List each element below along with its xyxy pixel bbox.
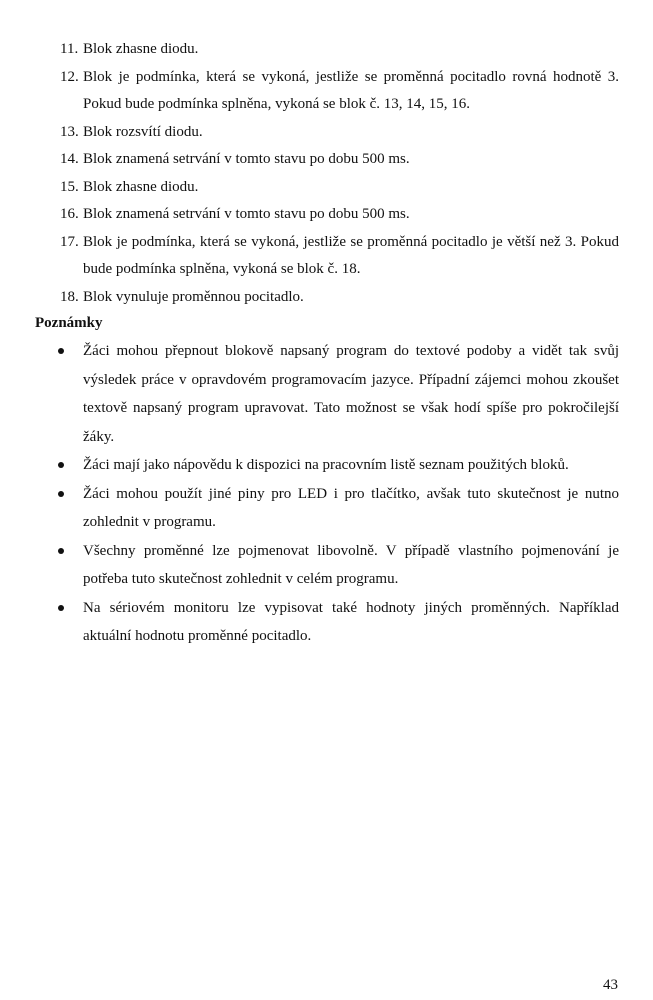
bullet-icon <box>58 491 64 497</box>
notes-list <box>0 337 653 651</box>
step-number: 12. <box>60 68 79 85</box>
note-text: Na sériovém monitoru lze vypisovat také hodnoty jiných proměnných. Například aktuální hodnotu proměnné pocitadlo. <box>83 599 619 644</box>
bullet-icon <box>58 605 64 611</box>
step-item <box>0 284 653 312</box>
step-number: 11. <box>60 41 79 57</box>
note-item <box>0 480 653 537</box>
step-item <box>0 229 653 284</box>
step-text: Blok je podmínka, která se vykoná, jestliže se proměnná pocitadlo je větší než 3. Pokud bude podmínka splněna, vykoná se blok č. 18. <box>83 233 619 277</box>
step-item <box>0 119 653 147</box>
steps-list <box>0 36 653 311</box>
step-text: Blok rozsvítí diodu. <box>83 123 203 140</box>
step-text: Blok znamená setrvání v tomto stavu po dobu 500 ms. <box>83 206 410 222</box>
step-item <box>0 64 653 119</box>
note-item <box>0 537 653 594</box>
step-number: 13. <box>60 123 79 140</box>
step-number: 16. <box>60 206 79 222</box>
note-item <box>0 594 653 651</box>
step-item <box>0 201 653 229</box>
bullet-icon <box>58 548 64 554</box>
step-text: Blok znamená setrvání v tomto stavu po dobu 500 ms. <box>83 151 410 167</box>
step-item <box>0 146 653 174</box>
step-item <box>0 174 653 202</box>
step-number: 18. <box>60 288 79 305</box>
step-number: 14. <box>60 151 79 167</box>
bullet-icon <box>58 462 64 468</box>
note-text: Žáci mohou přepnout blokově napsaný program do textové podoby a vidět tak svůj výsledek práce v opravdovém programovacím jazyce. Případní zájemci mohou zkoušet textově napsaný program upravovat. Tato možnost se však hodí spíše pro pokročilejší žáky. <box>83 343 619 445</box>
bullet-icon <box>58 348 64 354</box>
step-item <box>0 36 653 64</box>
note-text: Žáci mohou použít jiné piny pro LED i pro tlačítko, avšak tuto skutečnost je nutno zohlednit v programu. <box>83 485 619 530</box>
step-text: Blok zhasne diodu. <box>83 41 199 57</box>
step-text: Blok vynuluje proměnnou pocitadlo. <box>83 288 304 305</box>
step-number: 17. <box>60 233 79 250</box>
note-item <box>0 337 653 451</box>
notes-heading: Poznámky <box>35 315 103 331</box>
note-item <box>0 451 653 480</box>
step-number: 15. <box>60 178 79 195</box>
note-text: Všechny proměnné lze pojmenovat libovolně. V případě vlastního pojmenování je potřeba tuto skutečnost zohlednit v celém programu. <box>83 542 619 587</box>
step-text: Blok zhasne diodu. <box>83 178 199 195</box>
step-text: Blok je podmínka, která se vykoná, jestliže se proměnná pocitadlo rovná hodnotě 3. Pokud bude podmínka splněna, vykoná se blok č. 13, 14, 15, 16. <box>83 68 619 112</box>
page-number: 43 <box>603 977 618 993</box>
note-text: Žáci mají jako nápovědu k dispozici na pracovním listě seznam použitých bloků. <box>83 457 569 473</box>
